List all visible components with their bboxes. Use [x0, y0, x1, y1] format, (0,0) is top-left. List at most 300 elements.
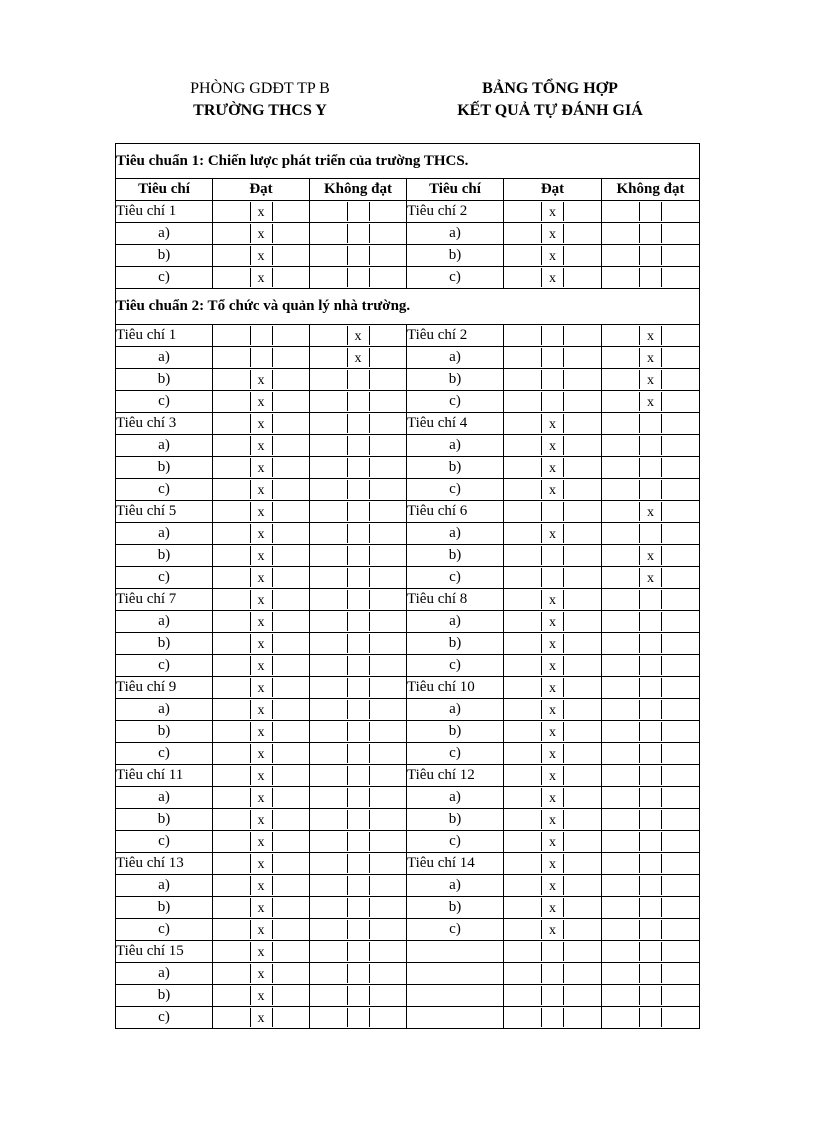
dat-cell — [213, 677, 310, 699]
sub-criterion-label: b) — [116, 897, 213, 919]
khong-dat-cell — [602, 743, 700, 765]
criterion-row — [116, 919, 700, 941]
criterion-row — [116, 223, 700, 245]
checkbox-mark — [639, 458, 662, 477]
khong-dat-cell — [602, 875, 700, 897]
checkbox-mark: x — [541, 480, 564, 499]
column-header: Tiêu chí — [407, 179, 504, 201]
checkbox-mark: x — [541, 832, 564, 851]
khong-dat-cell — [602, 501, 700, 523]
criterion-label: Tiêu chí 11 — [116, 765, 213, 787]
checkbox-mark: x — [250, 744, 273, 763]
sub-criterion-label: c) — [407, 567, 504, 589]
dat-cell — [213, 655, 310, 677]
checkbox-mark: x — [541, 788, 564, 807]
khong-dat-cell — [310, 721, 407, 743]
checkbox-mark: x — [250, 634, 273, 653]
khong-dat-cell — [310, 897, 407, 919]
checkbox-mark — [347, 986, 370, 1005]
khong-dat-cell — [602, 223, 700, 245]
dat-cell — [213, 963, 310, 985]
dat-cell — [504, 677, 602, 699]
khong-dat-cell — [310, 545, 407, 567]
sub-criterion-label: b) — [116, 545, 213, 567]
criterion-row — [116, 589, 700, 611]
khong-dat-cell — [310, 941, 407, 963]
khong-dat-cell — [310, 633, 407, 655]
khong-dat-cell — [310, 699, 407, 721]
checkbox-mark: x — [639, 392, 662, 411]
column-header-row — [116, 179, 700, 201]
khong-dat-cell — [602, 267, 700, 289]
checkbox-mark — [347, 854, 370, 873]
dat-cell — [504, 347, 602, 369]
dat-cell — [504, 941, 602, 963]
sub-criterion-label: c) — [407, 267, 504, 289]
school-name: TRƯỜNG THCS Y — [193, 102, 327, 119]
khong-dat-cell — [310, 831, 407, 853]
checkbox-mark: x — [250, 436, 273, 455]
sub-criterion-label: c) — [407, 655, 504, 677]
khong-dat-cell — [310, 677, 407, 699]
checkbox-mark — [347, 898, 370, 917]
criterion-row — [116, 479, 700, 501]
checkbox-mark: x — [541, 766, 564, 785]
checkbox-mark: x — [541, 524, 564, 543]
sub-criterion-label: c) — [116, 743, 213, 765]
khong-dat-cell — [602, 391, 700, 413]
checkbox-mark: x — [250, 832, 273, 851]
criterion-label: Tiêu chí 9 — [116, 677, 213, 699]
checkbox-mark: x — [250, 568, 273, 587]
criterion-row — [116, 897, 700, 919]
khong-dat-cell — [602, 589, 700, 611]
column-header: Không đạt — [602, 179, 700, 201]
checkbox-mark — [541, 986, 564, 1005]
dat-cell — [504, 369, 602, 391]
khong-dat-cell — [310, 369, 407, 391]
checkbox-mark: x — [250, 612, 273, 631]
dat-cell — [504, 545, 602, 567]
dat-cell — [504, 875, 602, 897]
dat-cell — [213, 523, 310, 545]
sub-criterion-label: b) — [407, 457, 504, 479]
khong-dat-cell — [602, 919, 700, 941]
criterion-label: Tiêu chí 2 — [407, 201, 504, 223]
checkbox-mark: x — [347, 326, 370, 345]
checkbox-mark — [347, 480, 370, 499]
criterion-label: Tiêu chí 14 — [407, 853, 504, 875]
sub-criterion-label: a) — [116, 435, 213, 457]
dat-cell — [213, 201, 310, 223]
sub-criterion-label: c) — [116, 567, 213, 589]
dat-cell — [213, 545, 310, 567]
criterion-row — [116, 743, 700, 765]
checkbox-mark — [541, 348, 564, 367]
criterion-row — [116, 523, 700, 545]
document-title — [430, 78, 670, 122]
checkbox-mark: x — [541, 678, 564, 697]
criterion-label: Tiêu chí 4 — [407, 413, 504, 435]
checkbox-mark — [639, 268, 662, 287]
checkbox-mark: x — [541, 612, 564, 631]
khong-dat-cell — [310, 567, 407, 589]
dat-cell — [213, 479, 310, 501]
sub-criterion-label: b) — [407, 809, 504, 831]
checkbox-mark — [347, 436, 370, 455]
sub-criterion-label: a) — [116, 611, 213, 633]
checkbox-mark — [639, 876, 662, 895]
sub-criterion-label: a) — [116, 523, 213, 545]
criterion-label: Tiêu chí 1 — [116, 201, 213, 223]
checkbox-mark — [347, 832, 370, 851]
checkbox-mark: x — [541, 744, 564, 763]
checkbox-mark — [639, 1008, 662, 1027]
checkbox-mark — [639, 436, 662, 455]
standard-title: Tiêu chuẩn 1: Chiến lược phát triển của trường THCS. — [116, 144, 700, 179]
checkbox-mark: x — [541, 656, 564, 675]
criterion-row — [116, 545, 700, 567]
checkbox-mark: x — [250, 458, 273, 477]
sub-criterion-label: a) — [116, 787, 213, 809]
khong-dat-cell — [310, 919, 407, 941]
checkbox-mark — [639, 202, 662, 221]
criterion-row — [116, 875, 700, 897]
criterion-row — [116, 1007, 700, 1029]
criterion-row — [116, 941, 700, 963]
criterion-row — [116, 267, 700, 289]
checkbox-mark — [347, 810, 370, 829]
khong-dat-cell — [310, 325, 407, 347]
column-header: Không đạt — [310, 179, 407, 201]
checkbox-mark: x — [250, 700, 273, 719]
dat-cell — [504, 245, 602, 267]
criterion-label — [407, 1007, 504, 1029]
dat-cell — [504, 223, 602, 245]
checkbox-mark: x — [250, 546, 273, 565]
checkbox-mark — [639, 832, 662, 851]
criterion-row — [116, 245, 700, 267]
dat-cell — [213, 267, 310, 289]
checkbox-mark: x — [250, 414, 273, 433]
khong-dat-cell — [602, 201, 700, 223]
dat-cell — [504, 765, 602, 787]
sub-criterion-label: b) — [116, 985, 213, 1007]
checkbox-mark — [347, 722, 370, 741]
criterion-row — [116, 611, 700, 633]
checkbox-mark: x — [250, 986, 273, 1005]
criterion-row — [116, 347, 700, 369]
criterion-row — [116, 677, 700, 699]
dat-cell — [213, 391, 310, 413]
checkbox-mark — [639, 766, 662, 785]
dat-cell — [504, 457, 602, 479]
title-line-1: BẢNG TỔNG HỢP — [482, 80, 618, 97]
checkbox-mark: x — [250, 590, 273, 609]
checkbox-mark: x — [250, 964, 273, 983]
checkbox-mark: x — [541, 458, 564, 477]
dat-cell — [504, 611, 602, 633]
criterion-label: Tiêu chí 10 — [407, 677, 504, 699]
criterion-row — [116, 413, 700, 435]
checkbox-mark — [541, 370, 564, 389]
checkbox-mark — [347, 568, 370, 587]
checkbox-mark — [347, 964, 370, 983]
criterion-label: Tiêu chí 15 — [116, 941, 213, 963]
dat-cell — [213, 765, 310, 787]
sub-criterion-label: c) — [407, 743, 504, 765]
checkbox-mark: x — [541, 246, 564, 265]
checkbox-mark — [639, 224, 662, 243]
checkbox-mark — [639, 612, 662, 631]
criterion-label — [407, 985, 504, 1007]
khong-dat-cell — [310, 479, 407, 501]
checkbox-mark: x — [541, 436, 564, 455]
khong-dat-cell — [310, 435, 407, 457]
dat-cell — [213, 853, 310, 875]
checkbox-mark: x — [347, 348, 370, 367]
checkbox-mark: x — [541, 224, 564, 243]
checkbox-mark — [639, 590, 662, 609]
dat-cell — [504, 699, 602, 721]
criterion-label: Tiêu chí 12 — [407, 765, 504, 787]
checkbox-mark — [639, 898, 662, 917]
checkbox-mark — [347, 700, 370, 719]
dat-cell — [213, 501, 310, 523]
sub-criterion-label: c) — [407, 919, 504, 941]
checkbox-mark — [639, 986, 662, 1005]
checkbox-mark — [347, 246, 370, 265]
sub-criterion-label: b) — [407, 245, 504, 267]
checkbox-mark: x — [541, 876, 564, 895]
criterion-row — [116, 963, 700, 985]
khong-dat-cell — [602, 831, 700, 853]
checkbox-mark: x — [541, 898, 564, 917]
sub-criterion-label: a) — [407, 787, 504, 809]
dat-cell — [213, 919, 310, 941]
khong-dat-cell — [310, 457, 407, 479]
khong-dat-cell — [310, 1007, 407, 1029]
dat-cell — [504, 567, 602, 589]
checkbox-mark: x — [250, 480, 273, 499]
khong-dat-cell — [602, 347, 700, 369]
criterion-row — [116, 435, 700, 457]
checkbox-mark: x — [541, 414, 564, 433]
dat-cell — [504, 831, 602, 853]
checkbox-mark — [639, 744, 662, 763]
dat-cell — [504, 853, 602, 875]
criterion-row — [116, 831, 700, 853]
sub-criterion-label: a) — [407, 347, 504, 369]
dat-cell — [504, 325, 602, 347]
checkbox-mark — [639, 920, 662, 939]
dat-cell — [213, 985, 310, 1007]
criterion-label: Tiêu chí 3 — [116, 413, 213, 435]
checkbox-mark — [347, 788, 370, 807]
checkbox-mark — [347, 612, 370, 631]
dat-cell — [504, 721, 602, 743]
criterion-row — [116, 369, 700, 391]
checkbox-mark: x — [541, 810, 564, 829]
khong-dat-cell — [310, 589, 407, 611]
checkbox-mark: x — [541, 634, 564, 653]
dat-cell — [213, 743, 310, 765]
checkbox-mark: x — [541, 590, 564, 609]
checkbox-mark — [639, 700, 662, 719]
khong-dat-cell — [310, 201, 407, 223]
checkbox-mark — [347, 224, 370, 243]
checkbox-mark: x — [250, 224, 273, 243]
khong-dat-cell — [602, 677, 700, 699]
khong-dat-cell — [602, 941, 700, 963]
dat-cell — [213, 435, 310, 457]
sub-criterion-label: b) — [407, 721, 504, 743]
checkbox-mark — [347, 268, 370, 287]
checkbox-mark — [541, 502, 564, 521]
checkbox-mark: x — [250, 876, 273, 895]
checkbox-mark: x — [541, 920, 564, 939]
criterion-row — [116, 325, 700, 347]
checkbox-mark — [347, 876, 370, 895]
khong-dat-cell — [310, 413, 407, 435]
dat-cell — [213, 633, 310, 655]
checkbox-mark — [541, 326, 564, 345]
khong-dat-cell — [602, 545, 700, 567]
sub-criterion-label: a) — [407, 611, 504, 633]
criterion-label: Tiêu chí 8 — [407, 589, 504, 611]
criterion-row — [116, 853, 700, 875]
sub-criterion-label: c) — [116, 919, 213, 941]
checkbox-mark: x — [250, 854, 273, 873]
checkbox-mark — [250, 348, 273, 367]
khong-dat-cell — [602, 413, 700, 435]
sub-criterion-label: c) — [407, 391, 504, 413]
dat-cell — [213, 567, 310, 589]
sub-criterion-label: b) — [407, 545, 504, 567]
khong-dat-cell — [602, 963, 700, 985]
checkbox-mark: x — [250, 656, 273, 675]
dat-cell — [213, 941, 310, 963]
checkbox-mark: x — [250, 898, 273, 917]
khong-dat-cell — [310, 523, 407, 545]
criterion-row — [116, 655, 700, 677]
checkbox-mark — [347, 1008, 370, 1027]
checkbox-mark: x — [250, 524, 273, 543]
sub-criterion-label: b) — [116, 457, 213, 479]
dat-cell — [504, 201, 602, 223]
dat-cell — [213, 611, 310, 633]
dat-cell — [504, 809, 602, 831]
dat-cell — [213, 1007, 310, 1029]
checkbox-mark — [639, 854, 662, 873]
dat-cell — [504, 589, 602, 611]
dat-cell — [504, 1007, 602, 1029]
dat-cell — [213, 831, 310, 853]
khong-dat-cell — [602, 435, 700, 457]
checkbox-mark: x — [639, 326, 662, 345]
dat-cell — [213, 325, 310, 347]
sub-criterion-label: a) — [116, 223, 213, 245]
checkbox-mark — [347, 370, 370, 389]
checkbox-mark: x — [639, 502, 662, 521]
checkbox-mark — [639, 942, 662, 961]
criterion-row — [116, 985, 700, 1007]
checkbox-mark: x — [541, 700, 564, 719]
dat-cell — [213, 347, 310, 369]
checkbox-mark: x — [250, 722, 273, 741]
criterion-label: Tiêu chí 2 — [407, 325, 504, 347]
sub-criterion-label: b) — [116, 721, 213, 743]
criterion-row — [116, 567, 700, 589]
khong-dat-cell — [310, 223, 407, 245]
checkbox-mark — [347, 920, 370, 939]
criterion-row — [116, 391, 700, 413]
checkbox-mark — [639, 788, 662, 807]
checkbox-mark: x — [250, 678, 273, 697]
khong-dat-cell — [602, 325, 700, 347]
checkbox-mark — [541, 942, 564, 961]
criterion-label — [407, 963, 504, 985]
checkbox-mark: x — [639, 370, 662, 389]
dat-cell — [504, 897, 602, 919]
checkbox-mark: x — [250, 502, 273, 521]
checkbox-mark — [639, 678, 662, 697]
dat-cell — [504, 479, 602, 501]
standard-row — [116, 144, 700, 179]
criterion-row — [116, 721, 700, 743]
khong-dat-cell — [310, 347, 407, 369]
sub-criterion-label: b) — [407, 369, 504, 391]
sub-criterion-label: a) — [116, 347, 213, 369]
sub-criterion-label: b) — [407, 633, 504, 655]
checkbox-mark — [639, 246, 662, 265]
criterion-label: Tiêu chí 6 — [407, 501, 504, 523]
dat-cell — [213, 699, 310, 721]
sub-criterion-label: c) — [116, 1007, 213, 1029]
evaluation-table — [115, 143, 700, 1029]
column-header: Đạt — [213, 179, 310, 201]
criterion-label — [407, 941, 504, 963]
sub-criterion-label: a) — [407, 875, 504, 897]
checkbox-mark — [347, 202, 370, 221]
sub-criterion-label: a) — [407, 523, 504, 545]
khong-dat-cell — [602, 721, 700, 743]
khong-dat-cell — [310, 809, 407, 831]
khong-dat-cell — [310, 853, 407, 875]
sub-criterion-label: a) — [116, 963, 213, 985]
checkbox-mark — [639, 722, 662, 741]
criterion-row — [116, 633, 700, 655]
khong-dat-cell — [310, 611, 407, 633]
criterion-row — [116, 765, 700, 787]
dat-cell — [213, 589, 310, 611]
sub-criterion-label: b) — [116, 809, 213, 831]
dat-cell — [213, 369, 310, 391]
dat-cell — [213, 457, 310, 479]
checkbox-mark — [639, 634, 662, 653]
sub-criterion-label: c) — [407, 831, 504, 853]
checkbox-mark — [347, 414, 370, 433]
khong-dat-cell — [602, 699, 700, 721]
sub-criterion-label: b) — [116, 369, 213, 391]
checkbox-mark — [347, 766, 370, 785]
dat-cell — [213, 245, 310, 267]
checkbox-mark — [541, 568, 564, 587]
checkbox-mark — [541, 964, 564, 983]
checkbox-mark — [347, 546, 370, 565]
column-header: Đạt — [504, 179, 602, 201]
dat-cell — [213, 809, 310, 831]
